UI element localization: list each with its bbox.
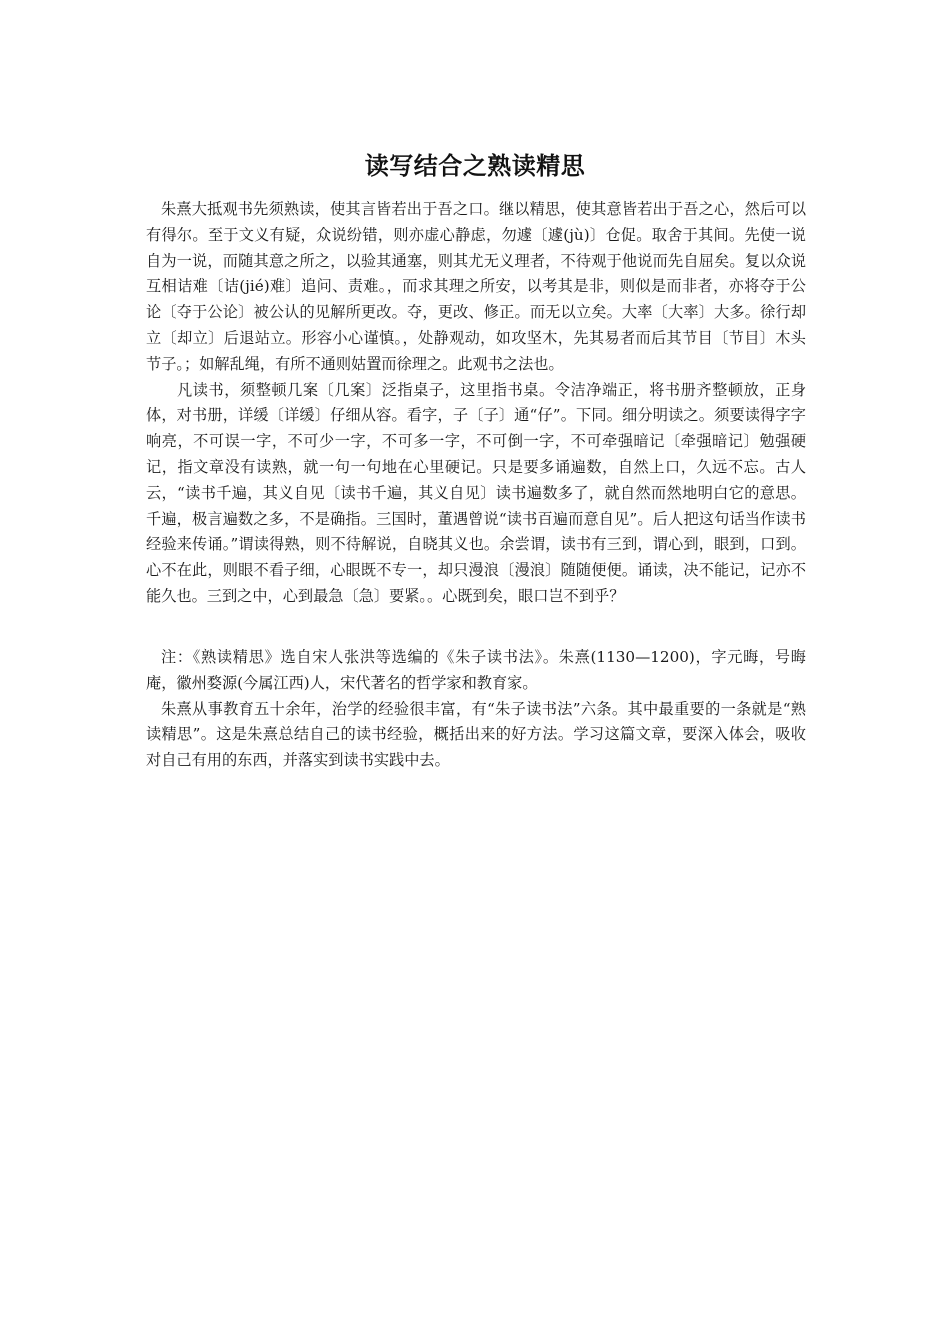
notes-section	[146, 645, 806, 774]
document-title: 读写结合之熟读精思	[364, 152, 586, 181]
paragraph-three-arrivals: 凡读书，须整顿几案〔几案〕泛指桌子，这里指书桌。令洁净端正，将书册齐整顿放，正身体，对书册，详缓〔详缓〕仔细从容。看字，子〔子〕通“仔”。下同。细分明读之。须要读得字字响亮，不可误一字，不可少一字，不可多一字，不可倒一字，不可牵强暗记〔牵强暗记〕勉强硬记，指文章没有读熟，就一句一句地在心里硬记。只是要多诵遍数，自然上口，久远不忘。古人云，“读书千遍，其义自见〔读书千遍，其义自见〕读书遍数多了，就自然而然地明白它的意思。千遍，极言遍数之多，不是确指。三国时，董遇曾说“读书百遍而意自见”。后人把这句话当作读书经验来传诵。”谓读得熟，则不待解说，自晓其义也。余尝谓，读书有三到，谓心到，眼到，口到。心不在此，则眼不看子细，心眼既不专一，却只漫浪〔漫浪〕随随便便。诵读，决不能记，记亦不能久也。三到之中，心到最急〔急〕要紧。。心既到矣，眼口岂不到乎？	[146, 380, 806, 605]
note-source: 注：《熟读精思》选自宋人张洪等选编的《朱子读书法》。朱熹(1130—1200)，字元晦，号晦庵，徽州婺源(今属江西)人，宋代著名的哲学家和教育家。	[146, 648, 806, 692]
note-summary: 朱熹从事教育五十余年，治学的经验很丰富，有“朱子读书法”六条。其中最重要的一条就是“熟读精思”。这是朱熹总结自己的读书经验，概括出来的好方法。学习这篇文章，要深入体会，吸收对自己有用的东西，并落实到读书实践中去。	[146, 699, 806, 770]
paragraph-reading-method: 朱熹大抵观书先须熟读，使其言皆若出于吾之口。继以精思，使其意皆若出于吾之心，然后可以有得尔。至于文义有疑，众说纷错，则亦虚心静虑，勿遽〔遽(jù)〕仓促。取舍于其间。先使一说自为一说，而随其意之所之，以验其通塞，则其尤无义理者，不待观于他说而先自屈矣。复以众说互相诘难〔诘(jié)难〕追问、责难。，而求其理之所安，以考其是非，则似是而非者，亦将夺于公论〔夺于公论〕被公认的见解所更改。夺，更改、修正。而无以立矣。大率〔大率〕大多。徐行却立〔却立〕后退站立。形容小心谨慎。，处静观动，如攻坚木，先其易者而后其节目〔节目〕木头节子。；如解乱绳，有所不通则姑置而徐理之。此观书之法也。	[146, 200, 806, 373]
main-text	[146, 197, 806, 610]
